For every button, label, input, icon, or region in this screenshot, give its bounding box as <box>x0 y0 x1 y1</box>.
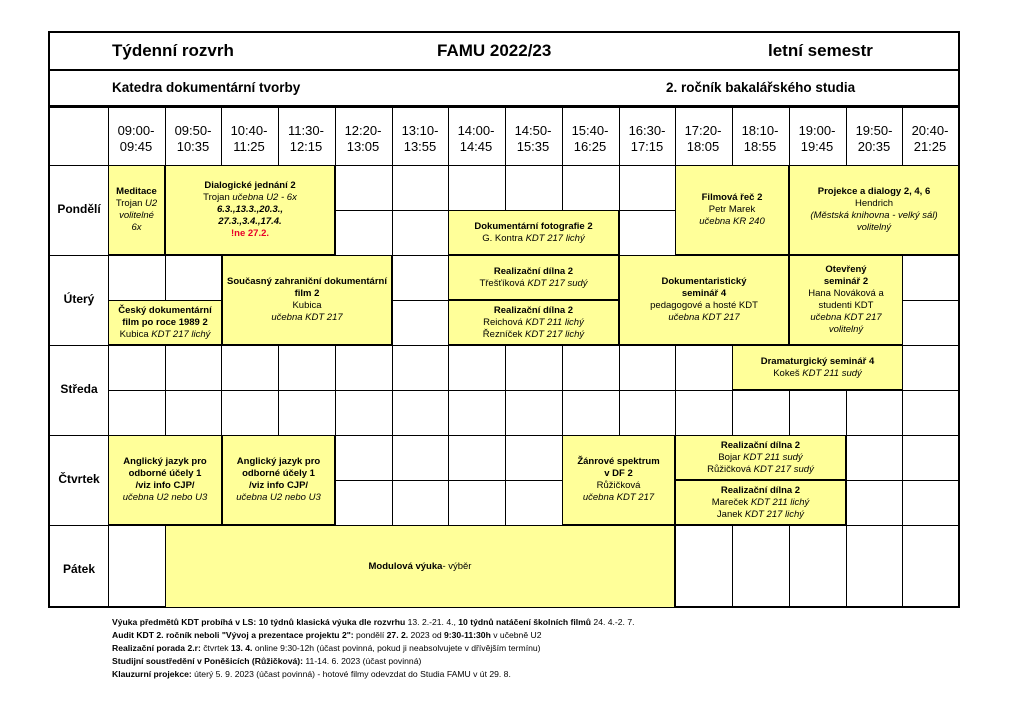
time-slot-start: 11:30- <box>288 123 324 138</box>
time-slot-start: 17:20- <box>684 123 722 138</box>
time-slot-start: 20:40- <box>911 123 949 138</box>
note-line-4: Studijní soustředění v Poněšicích (Růžičková): 11-14. 6. 2023 (účast povinná) <box>112 656 422 666</box>
time-slot-end: 15:35 <box>516 139 550 154</box>
event-anglicky-jazyk-1: Anglický jazyk pro odborné účely 1 /viz info CJP/ učebna U2 nebo U3 <box>108 435 222 525</box>
time-slot-start: 14:00- <box>457 123 495 138</box>
time-slot-start: 12:20- <box>344 123 382 138</box>
time-slot-start: 18:10- <box>741 123 779 138</box>
time-slot-label <box>448 123 504 155</box>
time-slot-end: 21:25 <box>913 139 947 154</box>
event-meditace: Meditace Trojan U2 volitelné 6x <box>108 165 165 255</box>
event-cesky-dokumentarni-film: Český dokumentární film po roce 1989 2 Kubica KDT 217 lichý <box>108 300 222 345</box>
time-slot-label <box>165 123 221 155</box>
event-soucasny-zahranicni-film: Současný zahraniční dokumentární film 2 Kubica učebna KDT 217 <box>222 255 392 345</box>
event-realizacni-dilna-ct-1: Realizační dílna 2 Bojar KDT 211 sudý Růžičková KDT 217 sudý <box>675 435 846 480</box>
department-label: Katedra dokumentární tvorby <box>112 80 301 95</box>
time-slot-end: 12:15 <box>289 139 323 154</box>
time-slot-label <box>221 123 277 155</box>
note-line-3: Realizační porada 2.r: čtvrtek 13. 4. online 9:30-12h (účast povinná, pokud ji neabsolvujete v dřívějším termínu) <box>112 643 541 653</box>
event-realizacni-dilna-ct-2: Realizační dílna 2 Mareček KDT 211 lichý Janek KDT 217 lichý <box>675 480 846 525</box>
school-year: FAMU 2022/23 <box>437 41 552 60</box>
event-otevreny-seminar: Otevřený seminář 2 Hana Nováková a studenti KDT učebna KDT 217 volitelný <box>789 255 903 345</box>
time-slot-label <box>846 123 902 155</box>
time-slot-start: 19:00- <box>798 123 836 138</box>
time-slot-start: 16:30- <box>628 123 666 138</box>
time-slot-label <box>505 123 561 155</box>
event-dialogicke-jednani: Dialogické jednání 2 Trojan učebna U2 - 6x 6.3.,13.3.,20.3., 27.3.,3.4.,17.4. !ne 27.2. <box>165 165 335 255</box>
note-line-1: Výuka předmětů KDT probíhá v LS: 10 týdnů klasická výuka dle rozvrhu 13. 2.-21. 4., 10 týdnů natáčení školních filmů 24. 4.-2. 7. <box>112 617 635 627</box>
time-slot-label <box>562 123 618 155</box>
day-label: Čtvrtek <box>58 472 100 486</box>
time-slot-end: 19:45 <box>800 139 834 154</box>
time-slot-end: 18:55 <box>743 139 777 154</box>
time-slot-label <box>675 123 731 155</box>
time-slot-label <box>392 123 448 155</box>
note-line-2: Audit KDT 2. ročník neboli "Vývoj a prezentace projektu 2": pondělí 27. 2. 2023 od 9:30-11:30h v učebně U2 <box>112 630 542 640</box>
time-slot-label <box>902 123 958 155</box>
divider <box>48 69 960 71</box>
time-slot-start: 09:50- <box>174 123 212 138</box>
time-slot-end: 18:05 <box>686 139 720 154</box>
time-slot-label <box>278 123 334 155</box>
event-dokumentaristicky-seminar: Dokumentaristický seminář 4 pedagogové a hosté KDT učebna KDT 217 <box>619 255 789 345</box>
time-slot-start: 15:40- <box>571 123 609 138</box>
semester-label: letní semestr <box>768 41 873 60</box>
event-zanrove-spektrum: Žánrové spektrum v DF 2 Růžičková učebna KDT 217 <box>562 435 675 525</box>
time-slot-start: 13:10- <box>401 123 439 138</box>
event-realizacni-dilna-ut-1: Realizační dílna 2 Třešťíková KDT 217 sudý <box>448 255 619 300</box>
time-slot-end: 17:15 <box>630 139 664 154</box>
time-slot-end: 13:05 <box>346 139 380 154</box>
time-slot-end: 13:55 <box>403 139 437 154</box>
time-slot-start: 19:50- <box>855 123 893 138</box>
event-anglicky-jazyk-2: Anglický jazyk pro odborné účely 1 /viz info CJP/ učebna U2 nebo U3 <box>222 435 335 525</box>
event-projekce-a-dialogy: Projekce a dialogy 2, 4, 6 Hendrich (Městská knihovna - velký sál) volitelný <box>789 165 959 255</box>
time-slot-start: 10:40- <box>230 123 268 138</box>
divider <box>48 105 960 108</box>
day-label: Pondělí <box>57 202 101 216</box>
event-dramaturgicky-seminar: Dramaturgický seminář 4 Kokeš KDT 211 sudý <box>732 345 903 390</box>
note-line-5: Klauzurní projekce: úterý 5. 9. 2023 (účast povinná) - hotové filmy odevzdat do Studia FAMU v út 29. 8. <box>112 669 511 679</box>
time-slot-start: 09:00- <box>117 123 155 138</box>
study-year-label: 2. ročník bakalářského studia <box>666 80 856 95</box>
event-filmova-rec: Filmová řeč 2 Petr Marek učebna KR 240 <box>675 165 789 255</box>
time-slot-start: 14:50- <box>514 123 552 138</box>
time-slot-label <box>108 123 164 155</box>
grid-half-line <box>108 390 960 391</box>
day-label: Středa <box>60 382 98 396</box>
day-label: Pátek <box>62 562 96 576</box>
time-slot-label <box>619 123 675 155</box>
day-label: Úterý <box>63 292 95 306</box>
time-slot-end: 14:45 <box>459 139 493 154</box>
time-slot-end: 16:25 <box>573 139 607 154</box>
event-realizacni-dilna-ut-2: Realizační dílna 2 Reichová KDT 211 lichý Řezníček KDT 217 lichý <box>448 300 619 345</box>
page-title: Týdenní rozvrh <box>112 41 234 60</box>
time-slot-label <box>789 123 845 155</box>
time-slot-end: 11:25 <box>233 139 265 154</box>
time-slot-end: 20:35 <box>857 139 891 154</box>
time-slot-end: 10:35 <box>176 139 210 154</box>
time-slot-label <box>335 123 391 155</box>
time-slot-end: 09:45 <box>119 139 153 154</box>
event-modulova-vyuka: Modulová výuka- výběr <box>165 525 675 608</box>
event-dokumentarni-fotografie: Dokumentární fotografie 2 G. Kontra KDT 217 lichý <box>448 210 619 255</box>
time-slot-label <box>732 123 788 155</box>
